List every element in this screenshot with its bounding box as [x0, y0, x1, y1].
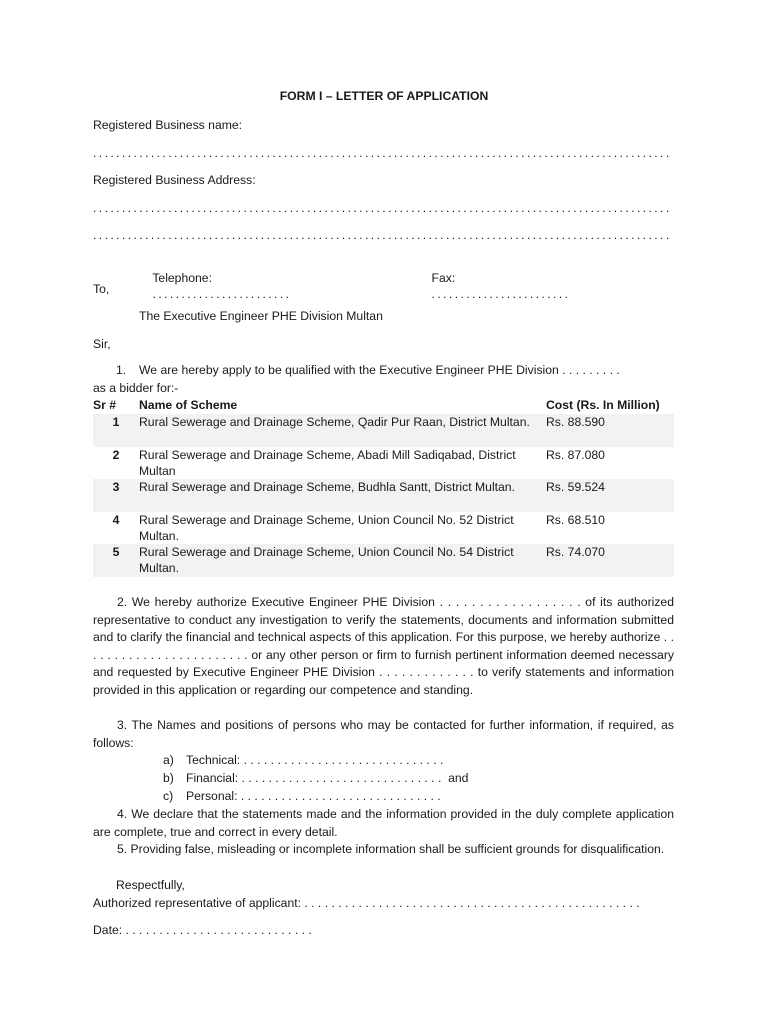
- closing-respectfully: Respectfully,: [116, 878, 185, 892]
- fax-dotted-line: ........................: [431, 287, 571, 301]
- fax-label: Fax:: [431, 271, 456, 285]
- table-row: [93, 512, 674, 545]
- row-cost: Rs. 87.080: [546, 447, 605, 462]
- salutation-sir: Sir,: [93, 337, 111, 351]
- row-scheme-name: Rural Sewerage and Drainage Scheme, Union Council No. 54 District Multan.: [139, 544, 546, 577]
- paragraph-3-text: 3. The Names and positions of persons who may be contacted for further information, if required, as follows:: [93, 718, 674, 750]
- row-cost: Rs. 74.070: [546, 544, 674, 577]
- schemes-table: [93, 397, 674, 577]
- row-sr: 2: [112, 447, 120, 462]
- table-row: [93, 414, 674, 447]
- business-address-label: Registered Business Address:: [93, 173, 256, 187]
- row-sr: 3: [93, 479, 139, 512]
- row-sr: 1: [93, 414, 139, 447]
- contact-personal-label: c): [163, 789, 174, 803]
- business-address-dotted-line-1: ....................................................................................................: [93, 201, 672, 215]
- addressee: The Executive Engineer PHE Division Multan: [139, 309, 383, 323]
- paragraph-4: [93, 806, 674, 841]
- row-scheme-name: Rural Sewerage and Drainage Scheme, Union Council No. 52 District Multan.: [139, 512, 514, 543]
- paragraph-2-text: 2. We hereby authorize Executive Engineer PHE Division . . . . . . . . . . . . . . . . . . of its authorized representative to conduct any investigation to verify the statements, documents and information submitted and to clarify the financial and technical aspects of this application. For this purpose, we hereby authorize . . . . . . . . . . . . . . . . . . . . . . . . or any other person or firm to furnish pertinent information deemed necessary and requested by Executive Engineer PHE Division . . . . . . . . . . . . . to verify statements and information provided in this application or regarding our competence and standing.: [93, 595, 674, 697]
- authorized-representative-line: Authorized representative of applicant: . . . . . . . . . . . . . . . . . . . . . . . . . . . . . . . . . . . . . . . . . . . . . . . . . .: [93, 896, 640, 910]
- business-name-dotted-line: ....................................................................................................: [93, 146, 672, 160]
- business-address-dotted-line-2: ....................................................................................................: [93, 228, 672, 242]
- salutation-to: To,: [93, 282, 110, 296]
- row-scheme-name: Rural Sewerage and Drainage Scheme, Qadir Pur Raan, District Multan.: [139, 414, 546, 447]
- table-row: [93, 479, 674, 512]
- form-title: FORM I – LETTER OF APPLICATION: [279, 89, 489, 103]
- paragraph-4-text: 4. We declare that the statements made and the information provided in the duly complete application are complete, true and correct in every detail.: [93, 807, 674, 839]
- header-sr: Sr #: [93, 398, 117, 412]
- paragraph-5-text: 5. Providing false, misleading or incomplete information shall be sufficient grounds for disqualification.: [117, 842, 665, 856]
- telephone-dotted-line: ........................: [152, 287, 292, 301]
- contact-personal-text: Personal: . . . . . . . . . . . . . . . . . . . . . . . . . . . . . .: [186, 789, 441, 803]
- row-sr: 4: [112, 512, 120, 527]
- para1-continuation: as a bidder for:-: [93, 381, 179, 395]
- row-scheme-name: Rural Sewerage and Drainage Scheme, Budhla Santt, District Multan.: [139, 479, 546, 512]
- para1-number: 1.: [116, 363, 127, 377]
- para1-text: We are hereby apply to be qualified with the Executive Engineer PHE Division . . . . . . . . .: [139, 363, 620, 377]
- contact-financial-label: b): [163, 771, 174, 785]
- table-row: [93, 447, 674, 480]
- header-cost: Cost (Rs. In Million): [546, 398, 660, 412]
- table-header-row: [93, 397, 674, 414]
- row-sr: 5: [93, 544, 139, 577]
- table-row: [93, 544, 674, 577]
- fax-field: [418, 254, 570, 318]
- business-name-label: Registered Business name:: [93, 118, 243, 132]
- row-cost: Rs. 88.590: [546, 414, 674, 447]
- contact-technical-text: Technical: . . . . . . . . . . . . . . . . . . . . . . . . . . . . . .: [186, 753, 444, 767]
- row-cost: Rs. 68.510: [546, 512, 605, 527]
- header-name: Name of Scheme: [139, 398, 238, 412]
- date-line: Date: . . . . . . . . . . . . . . . . . . . . . . . . . . . .: [93, 923, 312, 937]
- row-cost: Rs. 59.524: [546, 479, 674, 512]
- paragraph-5: [93, 841, 674, 859]
- contact-technical-label: a): [163, 753, 174, 767]
- paragraph-3: [93, 717, 674, 752]
- contact-financial-text: Financial: . . . . . . . . . . . . . . . . . . . . . . . . . . . . . . and: [186, 771, 469, 785]
- telephone-label: Telephone:: [152, 271, 212, 285]
- row-scheme-name: Rural Sewerage and Drainage Scheme, Abadi Mill Sadiqabad, District Multan: [139, 447, 516, 478]
- paragraph-2: [93, 594, 674, 700]
